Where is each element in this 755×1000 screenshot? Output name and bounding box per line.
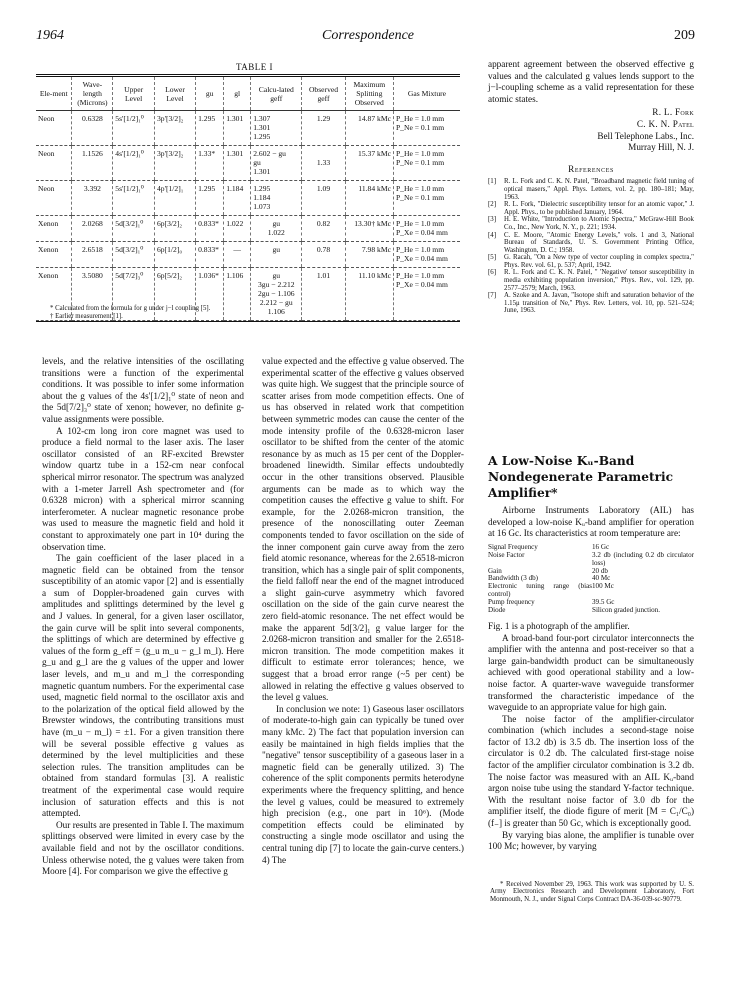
spec-row: Electronic tuning range (bias control) 100 Mc — [488, 582, 614, 599]
cell-upper: 4s'[1/2]₁⁰ — [113, 146, 155, 181]
table-row — [36, 181, 460, 216]
table-footnote: † Earlier measurement [1]. — [50, 313, 123, 320]
cell-gu: 1.295 — [196, 111, 224, 146]
paragraph: levels, and the relative intensities of the oscillating transitions were a function of the experimental conditions. It was possible to infer some information about the g values of the 4s'[1/2]₁⁰ state of neon and the 5d[7/2]₃⁰ state of xenon; however, no definite g-value assignments were possible. — [42, 356, 244, 424]
paragraph: By varying bias alone, the amplifier is tunable over 100 Mc; however, by varying — [488, 829, 694, 852]
location: Murray Hill, N. J. — [628, 142, 694, 153]
paragraph: A 102-cm long iron core magnet was used to produce a field normal to the laser axis. The laser oscillator consisted of an RF-excited Brewster window quartz tube in a 152-cm near confocal spherical mirror resonator. The spectrum was analyzed with a 1-meter Jarrell Ash spectrometer and (for 0.6328 micron) with a spherical mirror scanning interferometer. A nuclear magnetic resonance probe was used to measure the magnetic field and hold it constant to approximately one part in 10⁴ during the observation time. — [42, 425, 244, 552]
cell-gas: P_He = 1.0 mm P_Ne = 0.1 mm — [393, 181, 460, 216]
cell-wavelength: 0.6328 — [72, 111, 113, 146]
cell-gl: 1.301 — [224, 111, 251, 146]
cell-gl: 1.022 — [224, 216, 251, 242]
references-list — [488, 178, 694, 315]
cell-observed: 0.82 — [302, 216, 345, 242]
reference-item: [3] H. E. White, "Introduction to Atomic Spectra," McGraw-Hill Book Co., Inc., New York, N. Y., p. 221; 1934. — [488, 216, 694, 231]
left-column — [42, 356, 244, 878]
cell-element: Neon — [36, 111, 72, 146]
cell-lower: 3p'[3/2]₂ — [155, 111, 196, 146]
cell-max-splitting: 13.30† kMc — [345, 216, 393, 242]
cell-gas: P_He = 1.0 mm P_Xe = 0.04 mm — [393, 216, 460, 242]
paragraph: apparent agreement between the observed effective g values and the calculated g values lends support to the j−l-coupling scheme as a valid representation for these atomic states. — [488, 59, 694, 104]
paragraph: The gain coefficient of the laser placed in a magnetic field can be obtained from the tensor susceptibility of an atomic vapor [2] and is essentially a sum of Doppler-broadened gain curves with amplitudes and splittings determined by the level g and J values. In general, for a given laser oscillator, the gain curve will be split into several components, the splittings of which are determined by effective g values of the form g_eff = (g_u m_u − g_l m_l). Here g_u and g_l are the g values of the upper and lower laser levels, and m_u and m_l the corresponding magnetic quantum numbers. For the experimental case used, magnetic field normal to the oscillator axis and to the polarization of the optical field allowed by the Brewster windows, the contributing transitions must have (m_u − m_l) = ±1. For a given transition there will be several possible effective g values as determined by the level multiplicities and these selection rules. The transition amplitudes can be obtained from standard formulas [3]. A realistic treatment of the experimental case would require inclusion of saturation effects and this is not attempted. — [42, 553, 244, 819]
spec-row: Noise Factor 3.2 db (including 0.2 db circulator loss) — [488, 550, 694, 567]
author-name: C. K. N. Patel — [636, 118, 694, 129]
cell-max-splitting: 14.87 kMc — [345, 111, 393, 146]
cell-observed: 1.33 — [302, 146, 345, 181]
spec-row: Bandwidth (3 db) 40 Mc — [488, 574, 611, 583]
cell-gl: 1.301 — [224, 146, 251, 181]
cell-gas: P_He = 1.0 mm P_Ne = 0.1 mm — [393, 111, 460, 146]
author-name: R. L. Fork — [652, 107, 694, 118]
reference-item: [6] R. L. Fork and C. K. N. Patel, " 'Negative' tensor susceptibility in media exhibiting population inversion," Phys. Rev., vol. 129, pp. 2577–2579; March, 1963. — [488, 269, 694, 292]
cell-wavelength: 2.0268 — [72, 216, 113, 242]
cell-calculated: gu 1.022 — [251, 216, 302, 242]
cell-gu: 0.833* — [196, 216, 224, 242]
reference-item: [2] R. L. Fork, "Dielectric susceptibility tensor for an atomic vapor," J. Appl. Phys., to be published January, 1964. — [488, 201, 694, 216]
cell-gas: P_He = 1.0 mm P_Ne = 0.1 mm — [393, 146, 460, 181]
paragraph: Our results are presented in Table I. The maximum splittings observed were limited in every case by the available field and not by the oscillator conditions. Unless otherwise noted, the g values were taken from Moore [4]. For comparison we give the effective g — [42, 819, 244, 877]
affiliation: Bell Telephone Labs., Inc. — [597, 130, 694, 141]
table-row — [36, 216, 460, 242]
col-header-lower: Lower Level — [155, 77, 196, 111]
data-table — [36, 77, 460, 321]
reference-item: [7] A. Szoke and A. Javan, "Isotope shift and saturation behavior of the 1.15μ transition of Ne," Phys. Rev. Letters, vol. 10, pp. 521–524; June, 1963. — [488, 292, 694, 315]
header-section: Correspondence — [322, 28, 415, 43]
spec-row: Pump frequency 39.5 Gc — [488, 598, 615, 607]
article-low-noise-amplifier — [488, 453, 694, 903]
cell-gu: 1.295 — [196, 181, 224, 216]
col-header-observed: Observed geff — [302, 77, 345, 111]
cell-element: Neon — [36, 146, 72, 181]
article-footnote: * Received November 29, 1963. This work was supported by U. S. Army Electronics Research and Development Laboratory, Fort Monmouth, N. J., under Signal Corps Contract DA-36-039-sc-90779. — [490, 880, 694, 903]
paragraph: Fig. 1 is a photograph of the amplifier. — [488, 620, 630, 631]
article-body — [488, 505, 694, 853]
spec-row: Diode Silicon graded junction. — [488, 606, 660, 615]
author-signature — [488, 107, 694, 153]
paragraph: Airborne Instruments Laboratory (AIL) has developed a low-noise Kᵤ-band amplifier for operation at 16 Gc. Its characteristics at room temperature are: — [488, 505, 694, 539]
cell-upper: 5s'[1/2]₁⁰ — [113, 111, 155, 146]
table-bottom-rule — [36, 321, 460, 322]
right-column — [488, 59, 694, 315]
cell-gas: P_He = 1.0 mm P_Xe = 0.04 mm — [393, 242, 460, 268]
col-header-upper: Upper Level — [113, 77, 155, 111]
cell-observed: 0.78 — [302, 242, 345, 268]
article-title: A Low-Noise Kᵤ-Band Nondegenerate Parametric Amplifier* — [488, 454, 674, 500]
cell-calculated: gu 3gu − 2.212 2gu − 1.106 2.212 − gu 1.106 — [251, 268, 302, 321]
col-header-gas: Gas Mixture — [393, 77, 460, 111]
cell-gl: 1.184 — [224, 181, 251, 216]
col-header-calculated: Calcu-lated geff — [251, 77, 302, 111]
cell-calculated: gu — [251, 242, 302, 268]
col-header-wavelength: Wave-length (Microns) — [72, 77, 113, 111]
cell-element: Xenon — [36, 268, 72, 321]
col-header-max-splitting: Maximum Splitting Observed — [345, 77, 393, 111]
paragraph: value expected and the effective g value observed. The experimental scatter of the effective g values observed was quite high. We suggest that the principle source of scatter arises from mode competition effects. One of us has observed in related work that competition between symmetric modes can cause the center of the mode intensity profile of the 0.6328-micron laser oscillator to be shifted from the center of the atomic resonance by as much as 15 per cent of the Doppler-broadened linewidth. Similar effects undoubtedly occur in the other transitions observed. Plausible arguments can be made as to which way the competition causes the effective g value to shift. For example, for the 2.0268-micron transition, the presence of the nonoscillating outer Zeeman components tended to favor oscillation on the side of the inner component gain curve away from the zero field atomic resonance, whereas for the 2.6518-micron transition, which has a single pair of split components, the field falloff near the end of the magnet introduced a slight gain-curve asymmetry which favored oscillation on the side of the gain curve nearest the zero field-atomic resonance. The net effect would be make the apparent 5d[3/2]₁ g value larger for the 2.0268-micron transition and smaller for the 2.6518-micron transition. The mode competition makes it difficult to estimate error tolerances; hence, we suggest that a broad error range (~5 per cent) be allowed in relating the effective g values observed to the level g values. — [262, 356, 464, 703]
table-1 — [36, 74, 460, 322]
cell-lower: 6p[5/2]₂ — [155, 268, 196, 321]
cell-element: Neon — [36, 181, 72, 216]
table-footnote: * Calculated from the formula for g under j−l coupling [5]. — [50, 305, 211, 312]
cell-gu: 1.33* — [196, 146, 224, 181]
cell-calculated: 1.307 1.301 1.295 — [251, 111, 302, 146]
table-row — [36, 242, 460, 268]
cell-gu: 0.833* — [196, 242, 224, 268]
cell-gl: 1.106 — [224, 268, 251, 321]
spec-row: Signal Frequency 16 Gc — [488, 542, 610, 551]
table-footnotes — [50, 305, 210, 321]
reference-item: [4] C. E. Moore, "Atomic Energy Levels," vols. 1 and 3, National Bureau of Standards, U. S. Government Printing Office, Washington, D. C.; 1958. — [488, 231, 694, 254]
cell-max-splitting: 11.10 kMc — [345, 268, 393, 321]
cell-observed: 1.09 — [302, 181, 345, 216]
cell-observed: 1.01 — [302, 268, 345, 321]
cell-wavelength: 3.392 — [72, 181, 113, 216]
middle-column — [262, 356, 464, 866]
paragraph: The noise factor of the amplifier-circulator combination (which includes a second-stage noise factor of 13.2 db) is 3.5 db. The insertion loss of the circulator is 0.2 db. The calculated first-stage noise factor of the amplifier circulator combination is 3.2 db. The noise factor was measured with an AIL Kᵤ-band argon noise tube using the standard Y-factor technique. With the resultant noise factor of 3.0 db for the amplifier itself, the diode figure of merit [M = C₁/C₀)(f₋] is greater than 50 Gc, which is exceptionally good. — [488, 713, 694, 829]
cell-lower: 6p[3/2]₂ — [155, 216, 196, 242]
paragraph: In conclusion we note: 1) Gaseous laser oscillators of moderate-to-high gain can typically be tuned over many kMc. 2) The fact that population inversion can easily be maintained in high fields implies that the "negative" tensor susceptibility of a gaseous laser in a magnetic field can be generally utilized. 3) The coherence of the split components permits heterodyne experiments where the frequency splitting, and hence the level g values, could be measured to extremely high precision (e.g., one part in 10⁶). (Mode competition effects could be eliminated by constructing a single mode oscillator and using the central tuning dip [7] to locate the gain-curve centers.) 4) The — [262, 703, 464, 865]
cell-lower: 4p'[1/2]₁ — [155, 181, 196, 216]
cell-gl: — — [224, 242, 251, 268]
table-row — [36, 111, 460, 146]
col-header-element: Ele-ment — [36, 77, 72, 111]
cell-max-splitting: 15.37 kMc — [345, 146, 393, 181]
cell-observed: 1.29 — [302, 111, 345, 146]
cell-lower: 6p[1/2]₀ — [155, 242, 196, 268]
col-header-gl: gl — [224, 77, 251, 111]
cell-max-splitting: 11.84 kMc — [345, 181, 393, 216]
table-header-row — [36, 77, 460, 111]
cell-upper: 5d[7/2]₃⁰ — [113, 268, 155, 321]
cell-calculated: 2.602 − gu gu 1.301 — [251, 146, 302, 181]
cell-wavelength: 1.1526 — [72, 146, 113, 181]
reference-item: [1] R. L. Fork and C. K. N. Patel, "Broadband magnetic field tuning of optical masers," Appl. Phys. Letters, vol. 2, pp. 180–181; May, 1963. — [488, 178, 694, 201]
cell-upper: 5d[3/2]₁⁰ — [113, 216, 155, 242]
specs-list — [488, 544, 694, 615]
page-number: 209 — [674, 28, 695, 43]
spec-row: Gain 20 db — [488, 566, 608, 575]
cell-element: Xenon — [36, 216, 72, 242]
cell-upper: 5s'[1/2]₁⁰ — [113, 181, 155, 216]
table-row — [36, 146, 460, 181]
cell-calculated: 1.295 1.184 1.073 — [251, 181, 302, 216]
cell-wavelength: 2.6518 — [72, 242, 113, 268]
cell-upper: 5d[3/2]₁⁰ — [113, 242, 155, 268]
references-heading: References — [568, 163, 614, 174]
cell-gu: 1.036* — [196, 268, 224, 321]
paragraph: A broad-band four-port circulator interconnects the amplifier with the antenna and post-receiver so that a large gain-bandwidth product can be simultaneously achieved with good operational stability and a low-noise factor. A quarter-wave waveguide transformer transformed the characteristic impedance of the waveguide to an appropriate value for high gain. — [488, 632, 694, 713]
cell-gas: P_He = 1.0 mm P_Xe = 0.04 mm — [393, 268, 460, 321]
reference-item: [5] G. Racah, "On a New type of vector coupling in complex spectra," Phys. Rev. vol. 61, p. 537; April, 1942. — [488, 254, 694, 269]
col-header-gu: gu — [196, 77, 224, 111]
header-year: 1964 — [36, 28, 64, 43]
cell-lower: 3p'[3/2]₂ — [155, 146, 196, 181]
table-title: TABLE I — [236, 62, 274, 72]
cell-wavelength: 3.5080 — [72, 268, 113, 321]
cell-element: Xenon — [36, 242, 72, 268]
cell-max-splitting: 7.98 kMc — [345, 242, 393, 268]
